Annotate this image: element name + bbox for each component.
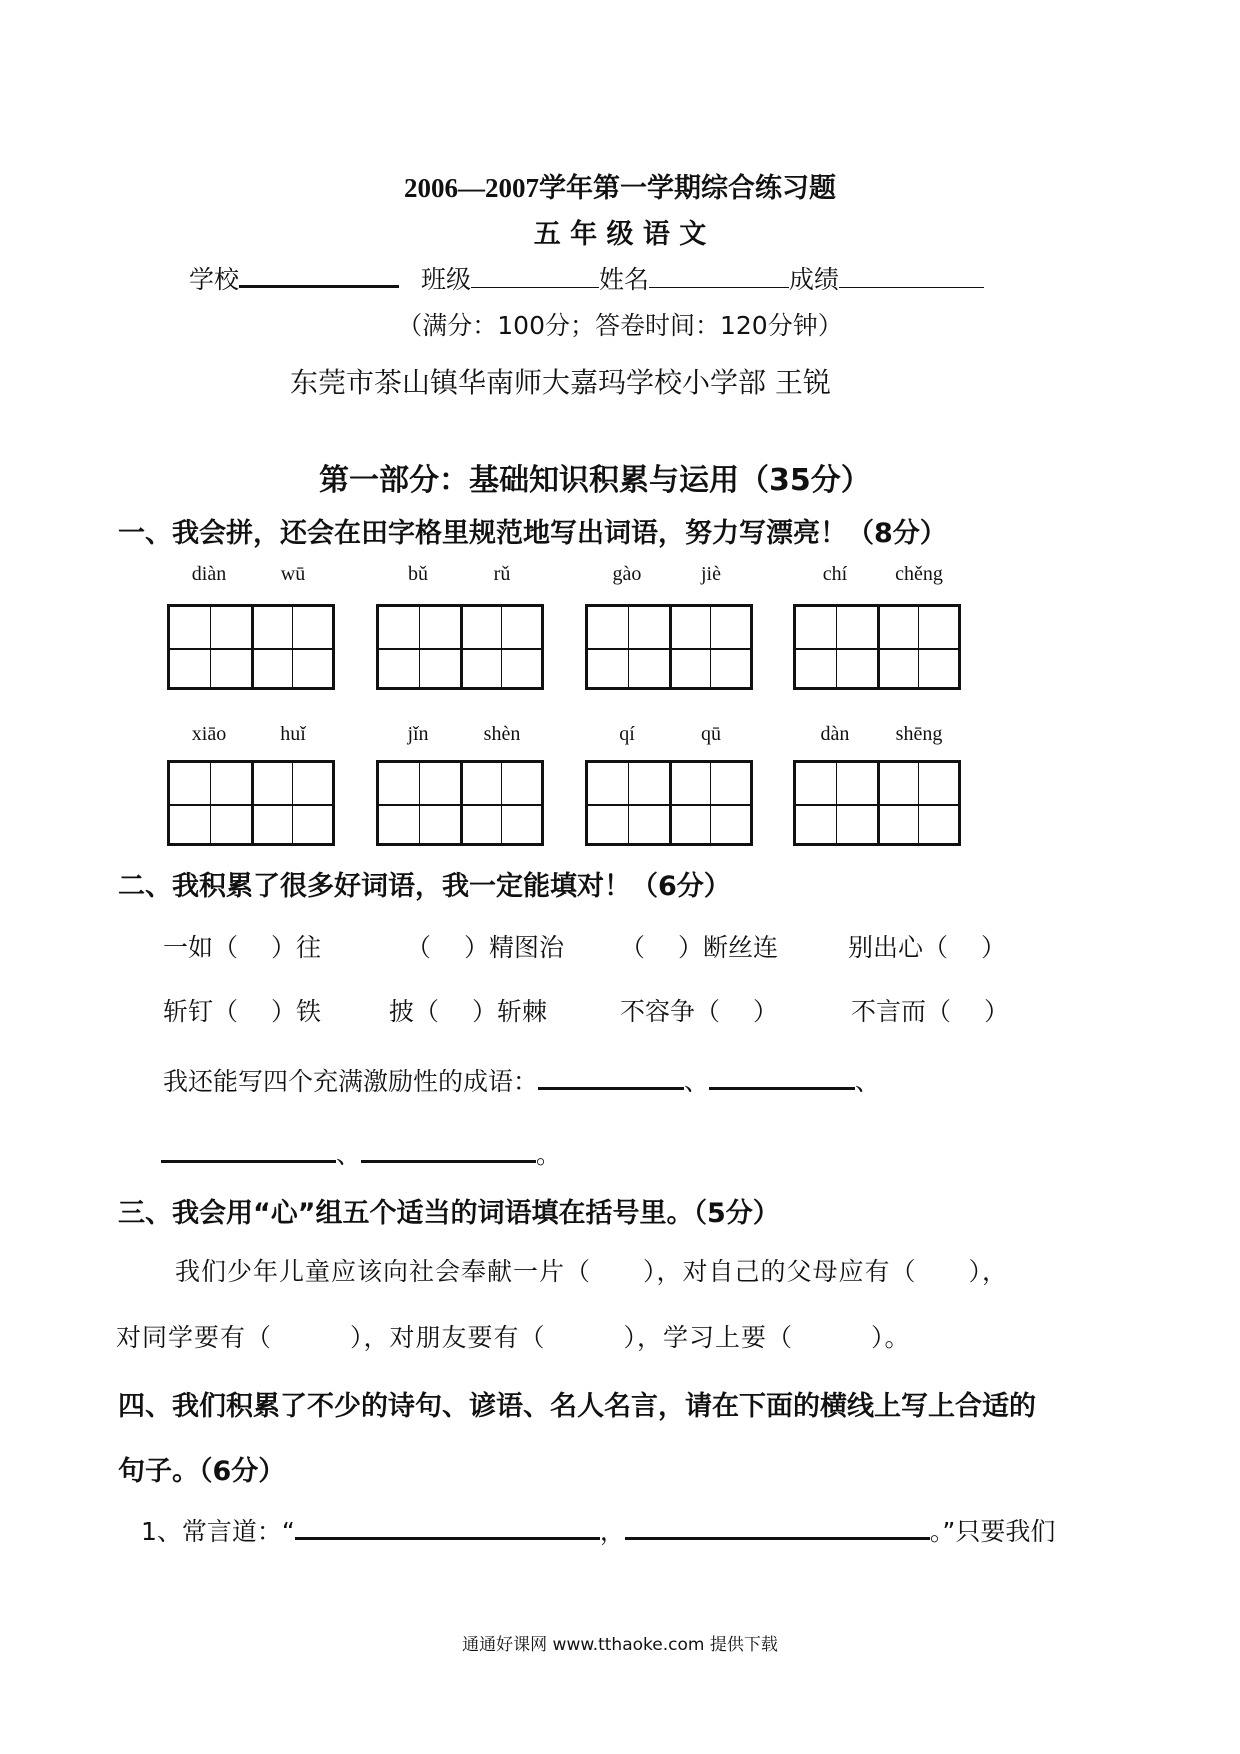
grid-line (501, 763, 502, 843)
grid-line (292, 763, 293, 843)
grid-line (170, 804, 332, 806)
idiom-item: 披（ ）斩棘 (389, 997, 547, 1026)
item-suffix: 。”只要我们 (929, 1517, 1056, 1546)
grid-line (460, 607, 463, 687)
grid-line (460, 763, 463, 843)
grid-line (918, 607, 919, 687)
pinyin-label: qū (701, 723, 721, 745)
q1-heading: 一、我会拼，还会在田字格里规范地写出词语，努力写漂亮！（8分） (118, 518, 947, 549)
grid-line (419, 607, 420, 687)
exam-title: 2006—2007学年第一学期综合练习题 (404, 173, 836, 203)
grid-line (170, 648, 332, 650)
part1-title: 第一部分：基础知识积累与运用（35分） (319, 463, 871, 498)
q2-idiom-prompt-row (163, 1062, 880, 1098)
grid-line (710, 607, 711, 687)
pinyin-label: wū (280, 563, 306, 585)
saying-answer-field[interactable] (625, 1513, 930, 1540)
period: 。 (536, 1140, 562, 1169)
grid-line (251, 607, 254, 687)
pinyin-label: shēng (895, 723, 943, 745)
pinyin-label: dàn (820, 723, 850, 745)
separator: 、 (684, 1067, 710, 1096)
pinyin-label: diàn (191, 563, 227, 585)
idiom-item: （ ）断丝连 (620, 933, 778, 962)
grid-line (836, 607, 837, 687)
pinyin-label: qí (619, 723, 635, 745)
exam-info: （满分：100分；答卷时间：120分钟） (397, 311, 843, 340)
grid-line (628, 607, 629, 687)
idiom-item: 不容争（ ） (620, 997, 778, 1026)
tianzige-writing-grid[interactable] (376, 604, 544, 690)
grid-line (588, 648, 750, 650)
score-label: 成绩 (789, 265, 840, 294)
grid-line (796, 804, 958, 806)
grid-line (292, 607, 293, 687)
student-info-row (189, 260, 984, 296)
q3-line1: 我们少年儿童应该向社会奉献一片（ ），对自己的父母应有（ ）， (175, 1257, 1009, 1286)
pinyin-label: bǔ (408, 563, 428, 585)
grid-line (379, 804, 541, 806)
q4-item-1 (141, 1512, 1055, 1548)
grid-line (836, 763, 837, 843)
grid-line (669, 763, 672, 843)
tianzige-writing-grid[interactable] (167, 760, 335, 846)
pinyin-label: jǐn (407, 723, 429, 745)
grid-line (419, 763, 420, 843)
tianzige-writing-grid[interactable] (167, 604, 335, 690)
idiom-answer-field[interactable] (161, 1136, 336, 1163)
score-field[interactable] (839, 263, 984, 288)
grid-line (379, 648, 541, 650)
idiom-item: 斩钉（ ）铁 (163, 997, 321, 1026)
pinyin-label: huǐ (280, 723, 306, 745)
q2-heading: 二、我积累了很多好词语，我一定能填对！（6分） (118, 871, 731, 902)
pinyin-label: jiè (701, 563, 721, 585)
tianzige-writing-grid[interactable] (793, 604, 961, 690)
q3-line2: 对同学要有（ ），对朋友要有（ ），学习上要（ ）。 (116, 1323, 911, 1352)
pinyin-label: chěng (895, 563, 943, 585)
idiom-answer-field[interactable] (361, 1136, 536, 1163)
pinyin-label: chí (822, 563, 848, 585)
pinyin-label: rǔ (493, 563, 511, 585)
footer-credit: 通通好课网 www.tthaoke.com 提供下载 (462, 1635, 778, 1655)
saying-answer-field[interactable] (295, 1513, 600, 1540)
tianzige-writing-grid[interactable] (585, 760, 753, 846)
grid-line (669, 607, 672, 687)
grid-line (918, 763, 919, 843)
idiom-item: （ ）精图治 (406, 933, 564, 962)
tianzige-writing-grid[interactable] (376, 760, 544, 846)
item-prefix: 1、常言道：“ (141, 1517, 295, 1546)
idiom-answer-field[interactable] (709, 1063, 855, 1090)
school-label: 学校 (189, 265, 240, 294)
name-field[interactable] (649, 263, 789, 288)
name-label: 姓名 (598, 265, 649, 294)
comma: ， (599, 1517, 625, 1546)
grid-line (796, 648, 958, 650)
class-label: 班级 (420, 265, 471, 294)
grid-line (251, 763, 254, 843)
pinyin-label: gào (612, 563, 642, 585)
q3-heading: 三、我会用“心”组五个适当的词语填在括号里。（5分） (118, 1198, 780, 1229)
q2-idiom-blanks-row (161, 1135, 561, 1171)
separator: 、 (336, 1140, 362, 1169)
pinyin-label: shèn (483, 723, 521, 745)
grid-line (501, 607, 502, 687)
separator: 、 (855, 1067, 881, 1096)
exam-subtitle: 五 年 级 语 文 (533, 219, 707, 250)
q4-heading: 四、我们积累了不少的诗句、谚语、名人名言，请在下面的横线上写上合适的 (118, 1391, 1036, 1422)
grid-line (210, 763, 211, 843)
idiom-item: 一如（ ）往 (163, 933, 321, 962)
tianzige-writing-grid[interactable] (793, 760, 961, 846)
pinyin-label: xiāo (191, 723, 227, 745)
idiom-answer-field[interactable] (538, 1063, 684, 1090)
author-line: 东莞市茶山镇华南师大嘉玛学校小学部 王锐 (290, 366, 831, 399)
q4-heading-cont: 句子。（6分） (118, 1456, 286, 1487)
grid-line (210, 607, 211, 687)
grid-line (877, 607, 880, 687)
school-field[interactable] (239, 261, 399, 288)
tianzige-writing-grid[interactable] (585, 604, 753, 690)
q2-prompt: 我还能写四个充满激励性的成语： (163, 1067, 539, 1096)
class-field[interactable] (471, 263, 599, 288)
idiom-item: 不言而（ ） (851, 997, 1009, 1026)
grid-line (628, 763, 629, 843)
grid-line (710, 763, 711, 843)
grid-line (877, 763, 880, 843)
grid-line (588, 804, 750, 806)
idiom-item: 别出心（ ） (848, 933, 1006, 962)
